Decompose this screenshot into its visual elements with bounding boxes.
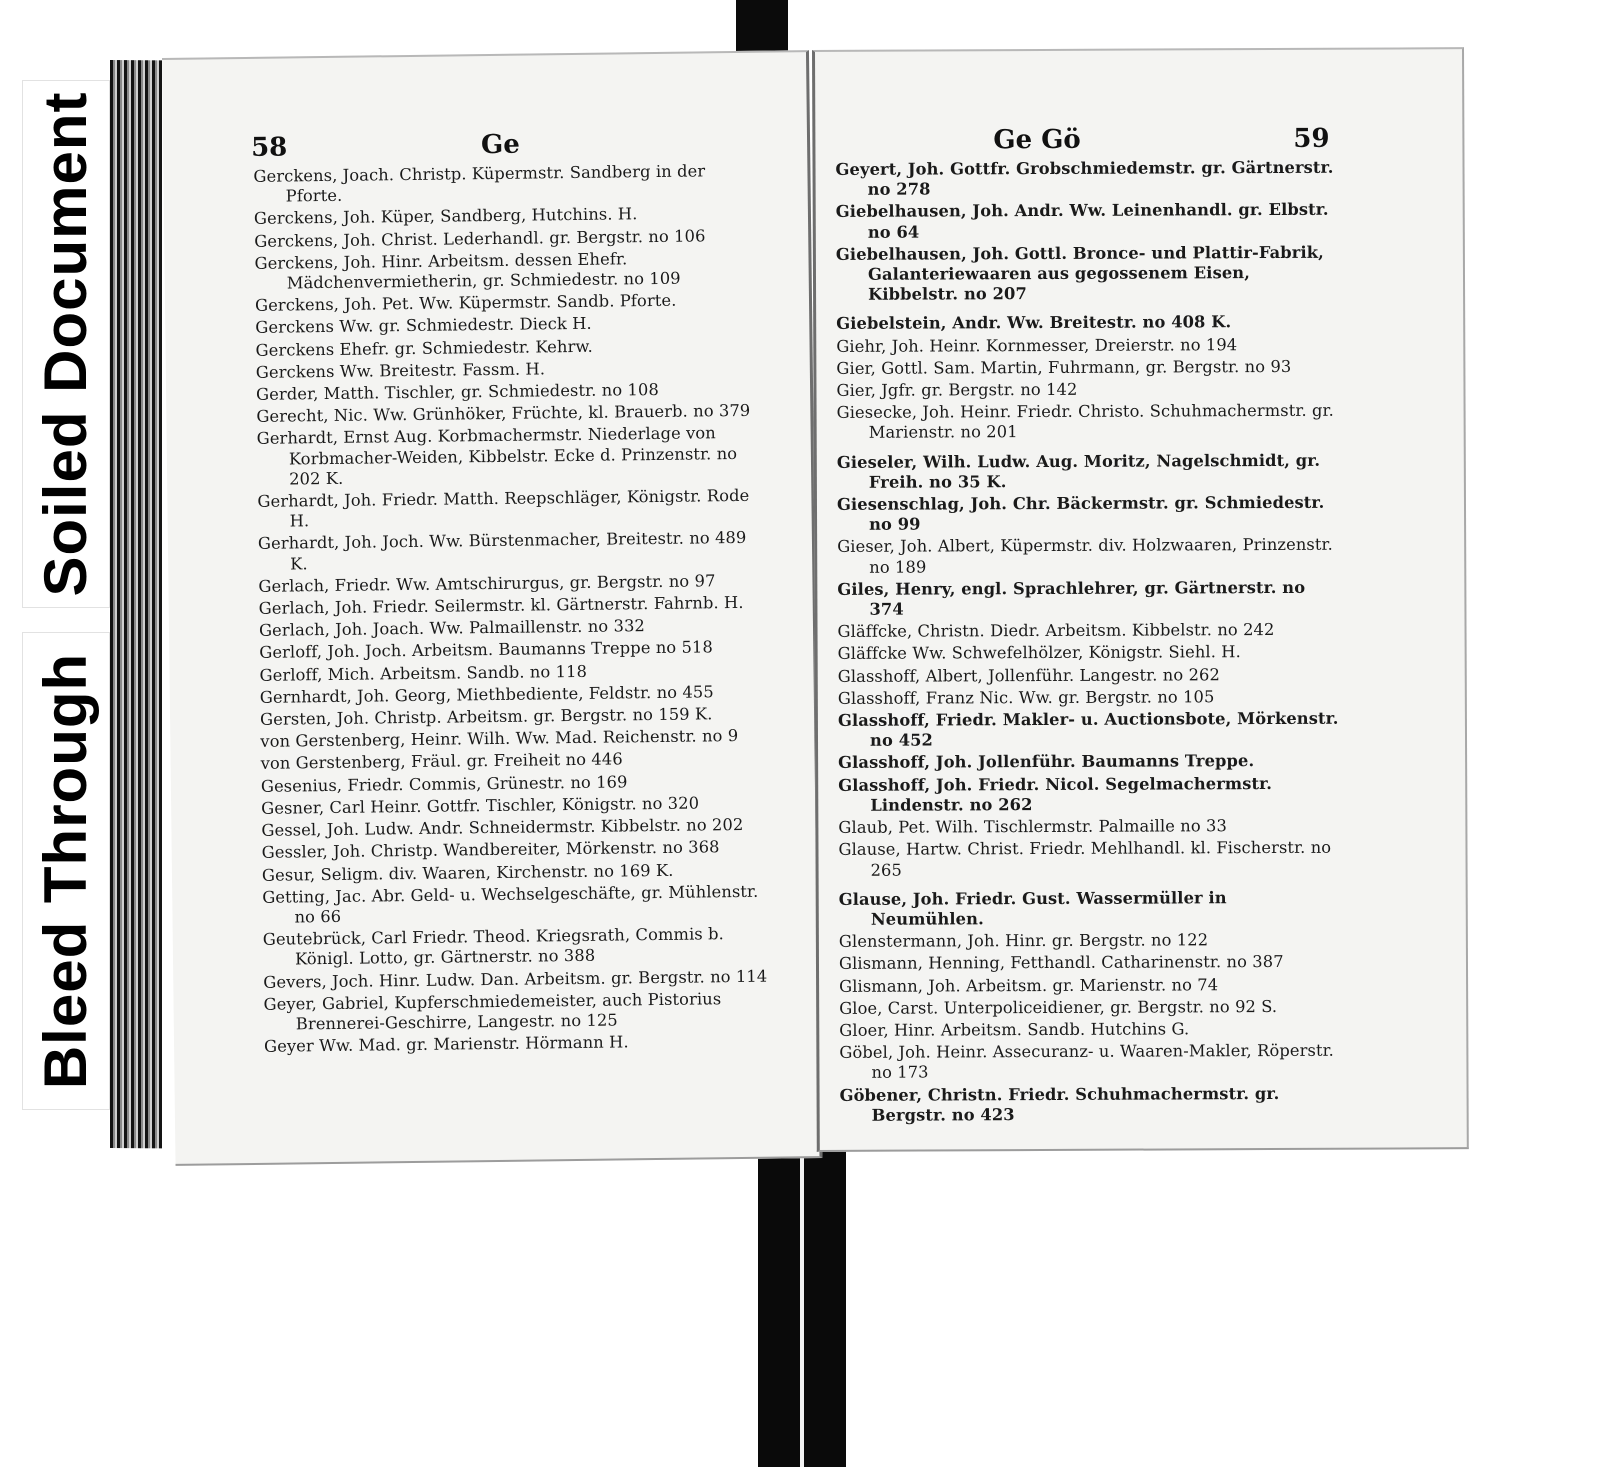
- directory-entry: Gessel, Joh. Ludw. Andr. Schneidermstr. Kibbelstr. no 202: [261, 815, 744, 840]
- bleed-through-text: Bleed Through: [32, 652, 99, 1090]
- directory-entry: Gläffcke Ww. Schwefelhölzer, Königstr. Siehl. H.: [837, 642, 1241, 664]
- directory-entry: Giles, Henry, engl. Sprachlehrer, gr. Gärtnerstr. no 374: [837, 577, 1306, 619]
- directory-entry: von Gerstenberg, Heinr. Wilh. Ww. Mad. Reichenstr. no 9: [260, 726, 739, 752]
- directory-entry: Giesenschlag, Joh. Chr. Bäckermstr. gr. Schmiedestr. no 99: [836, 492, 1325, 535]
- left-running-head: Ge: [480, 129, 521, 161]
- directory-entry: Getting, Jac. Abr. Geld- u. Wechselgeschäfte, gr. Mühlenstr. no 66: [262, 881, 759, 927]
- directory-entry: Gerlach, Joh. Friedr. Seilermstr. kl. Gärtnerstr. Fahrnb. H.: [258, 592, 744, 618]
- page-edges: [110, 60, 162, 1148]
- directory-entry: Gerckens, Joh. Küper, Sandberg, Hutchins. H.: [253, 204, 638, 229]
- directory-entry: Glismann, Henning, Fetthandl. Catharinenstr. no 387: [838, 952, 1284, 974]
- directory-entry: Gerckens, Joach. Christp. Küpermstr. Sandberg in der Pforte.: [253, 161, 706, 206]
- soiled-document-text: Soiled Document: [32, 91, 99, 597]
- directory-entry: Giebelstein, Andr. Ww. Breitestr. no 408 K.: [836, 312, 1232, 334]
- directory-entry: Gieser, Joh. Albert, Küpermstr. div. Holzwaaren, Prinzenstr. no 189: [837, 535, 1333, 577]
- directory-entry: Geyer, Gabriel, Kupferschmiedemeister, auch Pistorius Brennerei-Geschirre, Langestr. no 125: [263, 988, 722, 1034]
- directory-entry: Glasshoff, Franz Nic. Ww. gr. Bergstr. no 105: [837, 687, 1215, 708]
- directory-entry: Giebelhausen, Joh. Gottl. Bronce- und Plattir-Fabrik, Galanteriewaaren aus gegossenem Eisen, Kibbelstr. no 207: [835, 242, 1324, 304]
- directory-entry: Gesenius, Friedr. Commis, Grünestr. no 169: [260, 772, 628, 796]
- directory-entry: Gier, Jgfr. gr. Bergstr. no 142: [836, 379, 1078, 400]
- directory-entry: Gerloff, Joh. Joch. Arbeitsm. Baumanns Treppe no 518: [259, 637, 714, 663]
- directory-entry: Gevers, Joch. Hinr. Ludw. Dan. Arbeitsm. gr. Bergstr. no 114: [263, 966, 768, 992]
- directory-entry: Gerlach, Friedr. Ww. Amtschirurgus, gr. Bergstr. no 97: [258, 571, 716, 596]
- directory-entry: Gersten, Joh. Christp. Arbeitsm. gr. Bergstr. no 159 K.: [259, 704, 713, 729]
- right-page: [812, 47, 1469, 1152]
- directory-entry: Giehr, Joh. Heinr. Kornmesser, Dreierstr. no 194: [836, 334, 1238, 356]
- directory-entry: Göbel, Joh. Heinr. Assecuranz- u. Waaren-Makler, Röperstr. no 173: [839, 1040, 1334, 1083]
- directory-entry: Gernhardt, Joh. Georg, Miethbediente, Feldstr. no 455: [259, 682, 714, 707]
- directory-entry: Gier, Gottl. Sam. Martin, Fuhrmann, gr. Bergstr. no 93: [836, 356, 1292, 378]
- directory-entry: Gieseler, Wilh. Ludw. Aug. Moritz, Nagelschmidt, gr. Freih. no 35 K.: [836, 450, 1321, 492]
- directory-entry: Glause, Hartw. Christ. Friedr. Mehlhandl. kl. Fischerstr. no 265: [838, 838, 1332, 880]
- directory-entry: Geyer Ww. Mad. gr. Marienstr. Hörmann H.: [263, 1032, 629, 1056]
- directory-entry: Geyert, Joh. Gottfr. Grobschmiedemstr. gr. Gärtnerstr. no 278: [835, 157, 1334, 199]
- directory-entry: Glasshoff, Joh. Friedr. Nicol. Segelmachermstr. Lindenstr. no 262: [838, 773, 1273, 815]
- directory-entry: Gerhardt, Joh. Joch. Ww. Bürstenmacher, Breitestr. no 489 K.: [257, 528, 747, 574]
- directory-entry: Gerder, Matth. Tischler, gr. Schmiedestr. no 108: [256, 379, 659, 404]
- directory-entry: Glenstermann, Joh. Hinr. gr. Bergstr. no 122: [838, 930, 1209, 952]
- directory-entry: Gerckens, Joh. Pet. Ww. Küpermstr. Sandb. Pforte.: [254, 290, 677, 316]
- directory-entry: Gerhardt, Ernst Aug. Korbmachermstr. Niederlage von Korbmacher-Weiden, Kibbelstr. Ecke d. Prinzenstr. no 202 K.: [256, 423, 738, 489]
- directory-entry: Gessler, Joh. Christp. Wandbereiter, Mörkenstr. no 368: [261, 837, 720, 863]
- directory-entry: Gerckens Ww. Breitestr. Fassm. H.: [255, 359, 546, 382]
- directory-entry: Glaub, Pet. Wilh. Tischlermstr. Palmaille no 33: [838, 816, 1227, 837]
- directory-entry: Glasshoff, Joh. Jollenführ. Baumanns Treppe.: [838, 751, 1255, 773]
- directory-entry: Giesecke, Joh. Heinr. Friedr. Christo. Schuhmachermstr. gr. Marienstr. no 201: [836, 400, 1334, 443]
- directory-entry: Glasshoff, Friedr. Makler- u. Auctionsbote, Mörkenstr. no 452: [837, 708, 1339, 751]
- directory-entry: Gerckens Ehefr. gr. Schmiedestr. Kehrw.: [255, 336, 593, 360]
- right-entry-list: [835, 158, 1344, 1128]
- directory-entry: Gesur, Seligm. div. Waaren, Kirchenstr. no 169 K.: [261, 860, 674, 885]
- directory-entry: Gerlach, Joh. Joach. Ww. Palmaillenstr. no 332: [258, 616, 646, 641]
- directory-entry: von Gerstenberg, Fräul. gr. Freiheit no 446: [260, 749, 623, 774]
- left-page: [162, 50, 822, 1166]
- directory-entry: Gloer, Hinr. Arbeitsm. Sandb. Hutchins G.: [839, 1019, 1190, 1040]
- spine-bottom: [758, 1132, 846, 1467]
- directory-entry: Glause, Joh. Friedr. Gust. Wassermüller in Neumühlen.: [838, 887, 1227, 929]
- left-entry-list: [253, 161, 769, 1059]
- soiled-document-label: [22, 80, 110, 608]
- directory-entry: Geutebrück, Carl Friedr. Theod. Kriegsrath, Commis b. Königl. Lotto, gr. Gärtnerstr. no 388: [262, 924, 724, 969]
- directory-entry: Gerckens, Joh. Hinr. Arbeitsm. dessen Ehefr. Mädchenvermietherin, gr. Schmiedestr. no 109: [254, 249, 681, 293]
- bleed-through-label: [22, 632, 110, 1110]
- directory-entry: Gesner, Carl Heinr. Gottfr. Tischler, Königstr. no 320: [261, 793, 700, 818]
- directory-entry: Gerloff, Mich. Arbeitsm. Sandb. no 118: [259, 661, 588, 685]
- directory-entry: Gläffcke, Christn. Diedr. Arbeitsm. Kibbelstr. no 242: [837, 620, 1275, 642]
- directory-entry: Gerhardt, Joh. Friedr. Matth. Reepschläger, Königstr. Rode H.: [257, 485, 750, 531]
- right-running-head: Ge Gö: [993, 124, 1081, 156]
- directory-entry: Glasshoff, Albert, Jollenführ. Langestr. no 262: [837, 664, 1220, 686]
- directory-entry: Giebelhausen, Joh. Andr. Ww. Leinenhandl. gr. Elbstr. no 64: [835, 200, 1329, 242]
- directory-entry: Göbener, Christn. Friedr. Schuhmachermstr. gr. Bergstr. no 423: [839, 1083, 1280, 1125]
- directory-entry: Gerckens Ww. gr. Schmiedestr. Dieck H.: [255, 314, 592, 338]
- directory-entry: Gerecht, Nic. Ww. Grünhöker, Früchte, kl. Brauerb. no 379: [256, 401, 751, 427]
- directory-entry: Gloe, Carst. Unterpoliceidiener, gr. Bergstr. no 92 S.: [839, 996, 1278, 1018]
- directory-entry: Gerckens, Joh. Christ. Lederhandl. gr. Bergstr. no 106: [254, 225, 706, 251]
- left-page-number: 58: [250, 132, 288, 163]
- right-page-number: 59: [1293, 123, 1330, 154]
- directory-entry: Glismann, Joh. Arbeitsm. gr. Marienstr. no 74: [839, 974, 1219, 996]
